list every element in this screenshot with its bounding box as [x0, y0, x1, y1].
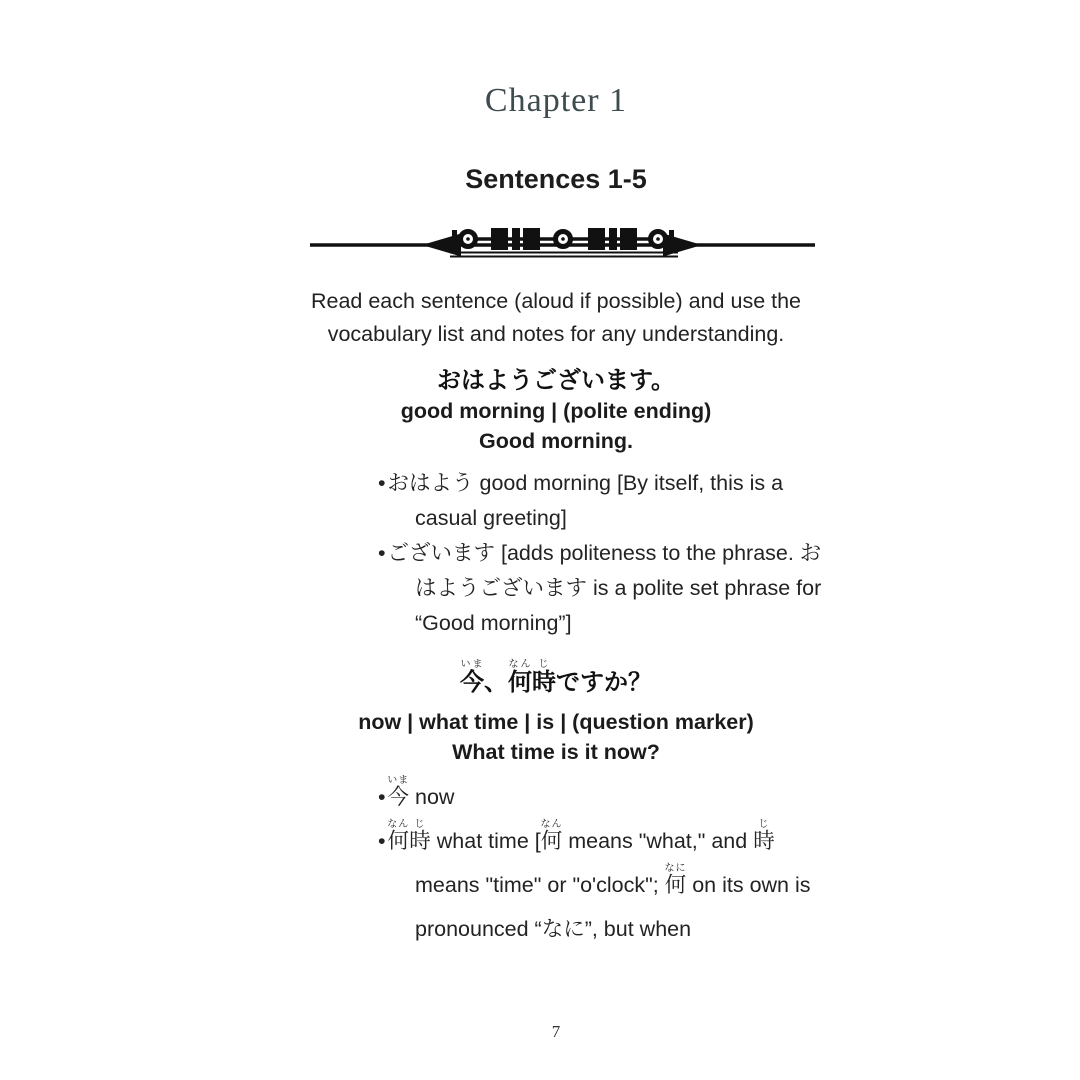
chapter-title: Chapter 1	[484, 82, 628, 119]
sentence-1-gloss: good morning | (polite ending)	[400, 399, 712, 423]
sentence-1-translation: Good morning.	[478, 429, 634, 453]
ruby-word: 何なん	[387, 819, 410, 853]
ruby-word: 時じ	[532, 659, 556, 696]
bullet-icon: •	[378, 785, 386, 809]
ruby-word: 何なん	[508, 659, 532, 696]
sentence-1-japanese: おはようございます。	[436, 367, 676, 394]
sentence-1-block	[276, 366, 836, 641]
vocab-item: •何なん時じ what time [何なん means "what," and 時じ means "time" or "o'clock"; 何なに on its own is pronounced “なに”, but when	[378, 819, 811, 941]
ruby-word: 何なに	[664, 863, 687, 897]
bullet-icon: •	[378, 541, 386, 565]
ruby-word: 今いま	[460, 659, 484, 696]
vocab-item: •今いま now	[378, 775, 455, 809]
page-number: 7	[551, 1022, 561, 1041]
sentence-2-vocab-list	[378, 775, 830, 951]
sentence-2-japanese: 今いま、何なん時じですか？	[460, 659, 652, 696]
ruby-word: 時じ	[409, 819, 431, 853]
double-arrow-divider-icon	[310, 221, 815, 261]
vocab-item	[378, 466, 830, 536]
book-page	[276, 0, 836, 951]
vocab-item-text: ございます [adds politeness to the phrase. おはようございます is a polite set phrase for “Good morning”]	[387, 541, 822, 635]
ruby-word: 何なん	[540, 819, 563, 853]
sentence-2-gloss: now | what time | is | (question marker)	[358, 710, 754, 734]
vocab-item	[378, 536, 830, 641]
vocab-item-text: おはよう good morning [By itself, this is a casual greeting]	[387, 471, 784, 530]
ornament-divider	[276, 221, 836, 261]
intro-paragraph: Read each sentence (aloud if possible) and use the vocabulary list and notes for any understanding.	[310, 289, 802, 346]
section-title: Sentences 1-5	[465, 164, 647, 194]
ruby-word: 今いま	[387, 775, 410, 809]
bullet-icon: •	[378, 471, 386, 495]
ruby-word: 時じ	[753, 819, 775, 853]
sentence-1-vocab-list	[378, 466, 830, 641]
sentence-2-block	[276, 659, 836, 951]
bullet-icon: •	[378, 829, 386, 853]
sentence-2-translation: What time is it now?	[452, 740, 660, 764]
